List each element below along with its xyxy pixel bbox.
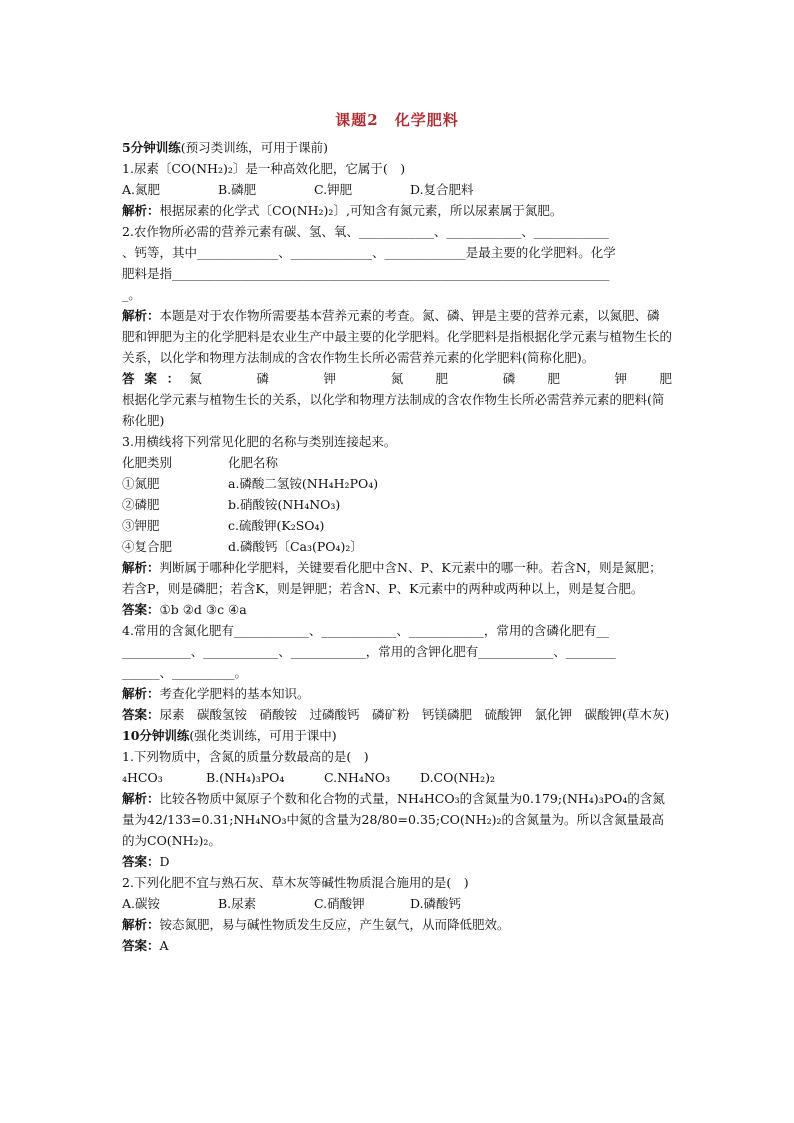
question-1-stem: 1.尿素〔CO(NH₂)₂〕是一种高效化肥，它属于( ) [122, 161, 406, 176]
option-a: A.碳铵 [122, 896, 161, 911]
section-heading-2: 10分钟训练(强化类训练，可用于课中) [122, 728, 337, 743]
question-5-answer: 答案：D [122, 854, 170, 869]
question-3-header: 化肥类别 化肥名称 [122, 455, 279, 470]
question-3-answer: 答案：①b ②d ③c ④a [122, 602, 247, 617]
option-a: A.氮肥 [122, 182, 161, 197]
question-4-analysis: 解析：考查化学肥料的基本知识。 [122, 686, 310, 701]
option-c: C.硝酸钾 [314, 896, 365, 911]
question-3-analysis: 解析：判断属于哪种化学肥料，关键要看化肥中含N、P、K元素中的哪一种。若含N，则是氮肥；若含P，则是磷肥；若含K，则是钾肥；若含N、P、K元素中的两种或两种以上，则是复合肥。 [122, 560, 662, 596]
page-title: 课题2 化学肥料 [335, 111, 459, 129]
question-1-analysis: 解析：根据尿素的化学式〔CO(NH₂)₂〕,可知含有氮元素，所以尿素属于氮肥。 [122, 203, 563, 218]
question-4-answer: 答案：尿素 碳酸氢铵 硝酸铵 过磷酸钙 磷矿粉 钙镁磷肥 硫酸钾 氯化钾 碳酸钾(草木灰) [122, 707, 670, 722]
section-heading-1: 5分钟训练(预习类训练，可用于课前) [122, 140, 328, 155]
option-b: B.尿素 [218, 896, 257, 911]
question-6-answer: 答案：A [122, 938, 169, 953]
question-2-answer-rest: 根据化学元素与植物生长的关系，以化学和物理方法制成的含农作物生长所必需营养元素的肥料(简称化肥) [122, 392, 665, 428]
question-6-options [122, 893, 672, 914]
question-2-analysis: 解析：本题是对于农作物所需要基本营养元素的考查。氮、磷、钾是主要的营养元素，以氮肥、磷肥和钾肥为主的化学肥料是农业生产中最主要的化学肥料。化学肥料是指根据化学元素与植物生长的关系，以化学和物理方法制成的含农作物生长所必需营养元素的化学肥料(简称化肥)。 [122, 308, 673, 365]
question-2-line-1: 2.农作物所必需的营养元素有碳、氢、氧、____________、____________、____________ [122, 224, 609, 239]
match-row: ②磷肥 b.硝酸铵(NH₄NO₃) [122, 497, 341, 512]
question-2-answer: 答案：氮 磷 钾 氮 肥 磷 肥 钾 肥 [122, 371, 672, 386]
question-5-options [122, 767, 672, 788]
option-b: B.磷肥 [218, 182, 257, 197]
question-5-stem: 1.下列物质中，含氮的质量分数最高的是( ) [122, 749, 369, 764]
question-2-line-4: _。 [122, 287, 141, 302]
option-c: C.NH₄NO₃ [324, 770, 391, 785]
option-d: D.复合肥料 [410, 182, 474, 197]
document-page [122, 110, 672, 956]
option-c: C.钾肥 [314, 182, 353, 197]
question-2-line-2: 、钙等，其中_____________、_____________、_____________是最主要的化学肥料。化学 [122, 245, 616, 260]
match-row: ③钾肥 c.硫酸钾(K₂SO₄) [122, 518, 325, 533]
question-5-analysis: 解析：比较各物质中氮原子个数和化合物的式量，NH₄HCO₃的含氮量为0.179;(NH₄)₃PO₄的含氮量为42/133=0.31;NH₄NO₃中氮的含量为28/80=0.35;CO(NH₂)₂的含氮量为。所以含氮量最高的为CO(NH₂)₂。 [122, 791, 665, 848]
question-6-analysis: 解析：铵态氮肥，易与碱性物质发生反应，产生氨气，从而降低肥效。 [122, 917, 510, 932]
question-4-line-2: ___________、____________、____________，常用的含钾化肥有____________、________ [122, 644, 616, 659]
question-4-line-3: ______、__________。 [122, 665, 248, 680]
question-6-stem: 2.下列化肥不宜与熟石灰、草木灰等碱性物质混合施用的是( ) [122, 875, 469, 890]
option-d: D.CO(NH₂)₂ [420, 770, 495, 785]
option-b: B.(NH₄)₃PO₄ [206, 770, 285, 785]
question-4-line-1: 4.常用的含氮化肥有____________、____________、____________，常用的含磷化肥有__ [122, 623, 609, 638]
option-d: D.磷酸钙 [410, 896, 462, 911]
question-1-options [122, 179, 672, 200]
question-2-line-3: 肥料是指______________________________________________________________________ [122, 266, 610, 281]
option-a: ₄HCO₃ [122, 770, 163, 785]
question-3-stem: 3.用横线将下列常见化肥的名称与类别连接起来。 [122, 434, 397, 449]
match-row: ④复合肥 d.磷酸钙〔Ca₃(PO₄)₂〕 [122, 539, 363, 554]
match-row: ①氮肥 a.磷酸二氢铵(NH₄H₂PO₄) [122, 476, 379, 491]
